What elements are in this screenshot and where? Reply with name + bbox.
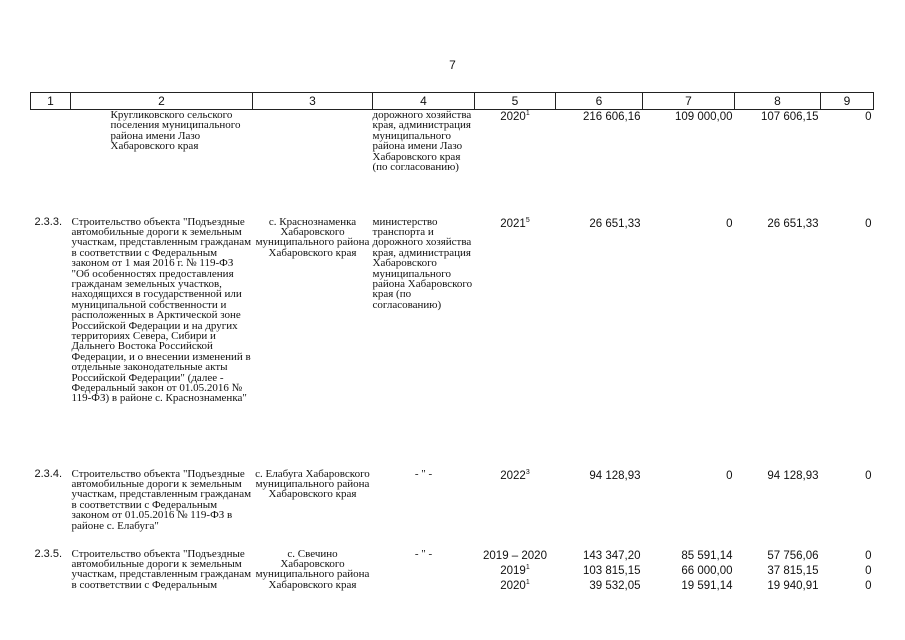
regional-amount: 94 128,93: [767, 469, 819, 482]
executor: дорожного хозяйства края, администрация муниципального района имени Лазо Хабаровского края (по согласованию): [372, 109, 472, 174]
year-cell: [475, 549, 556, 609]
total-amount: 94 128,93: [589, 469, 641, 482]
total-period: 143 347,20: [582, 549, 641, 562]
column-header-6: 6: [556, 93, 643, 110]
column-header-1: 1: [31, 93, 71, 110]
location: с. Свечино Хабаровского муниципального района Хабаровского края: [255, 547, 370, 591]
other-2020: 0: [865, 579, 872, 592]
regional-amount: [735, 549, 821, 609]
total-2020: 39 532,05: [589, 579, 641, 592]
location: с. Краснознаменка Хабаровского муниципального района Хабаровского края: [255, 215, 370, 259]
federal-amount: [643, 549, 735, 609]
year-cell: 2021$^5$: [500, 216, 530, 230]
other-amount: 0: [865, 217, 872, 230]
measure-name: Строительство объекта "Подъездные автомобильные дороги к земельным участкам, представленным гражданам в соответствии с Федеральным: [71, 547, 252, 591]
column-header-2: 2: [71, 93, 253, 110]
total-amount: [556, 549, 643, 609]
regional-period: 57 756,06: [767, 549, 819, 562]
other-2019: 0: [865, 564, 872, 577]
measure-name: Строительство объекта "Подъездные автомобильные дороги к земельным участкам, представленным гражданам в соответствии с Федеральным законом от 1 мая 2016 г. № 119-ФЗ "Об особенностях предоставления гражданам земельных участков, находящихся в государственной или муниципальной собственности и расположенных в Арктической зоне Российской Федерации и на других территориях Севера, Сибири и Дальнего Востока Российской Федерации, и о внесении изменений в отдельные законодательные акты Российской Федерации" (далее - Федеральный закон от 01.05.2016 № 119-ФЗ) в районе с. Краснознаменка": [71, 215, 252, 405]
column-header-4: 4: [373, 93, 475, 110]
regional-2019: 37 815,15: [767, 564, 819, 577]
year-2020: 2020$^1$: [500, 578, 530, 592]
row-number: 2.3.3.: [34, 215, 63, 228]
other-period: 0: [865, 549, 872, 562]
row-number: 2.3.5.: [34, 547, 63, 560]
federal-period: 85 591,14: [681, 549, 733, 562]
table-row: [31, 549, 874, 609]
page-number: 7: [449, 58, 456, 72]
federal-amount: 109 000,00: [674, 111, 733, 123]
other-amount: 0: [865, 111, 872, 123]
year-2019: 2019$^1$: [500, 563, 530, 577]
location: [253, 110, 373, 217]
regional-amount: 107 606,15: [760, 111, 819, 123]
federal-2019: 66 000,00: [681, 564, 733, 577]
year-cell: 2022$^3$: [500, 468, 530, 482]
regional-2020: 19 940,91: [767, 579, 819, 592]
column-header-3: 3: [253, 93, 373, 110]
column-header-5: 5: [475, 93, 556, 110]
table-row: [31, 110, 874, 217]
other-amount: 0: [865, 469, 872, 482]
executor: министерство транспорта и дорожного хозяйства края, администрация Хабаровского муниципального района Хабаровского края (по согласованию): [372, 215, 473, 311]
year-cell: 2020$^1$: [500, 110, 530, 123]
measure-name: Кругликовского сельского поселения муниципального района имени Лазо Хабаровского края: [110, 109, 241, 153]
table-row: [31, 217, 874, 469]
federal-2020: 19 591,14: [681, 579, 733, 592]
other-amount: [821, 549, 874, 609]
federal-amount: 0: [726, 469, 733, 482]
federal-amount: 0: [726, 217, 733, 230]
total-2019: 103 815,15: [582, 564, 641, 577]
table-row: [31, 469, 874, 549]
location: с. Елабуга Хабаровского муниципального района Хабаровского края: [255, 467, 370, 501]
row-number: [31, 110, 71, 217]
total-amount: 26 651,33: [589, 217, 641, 230]
executor: - " -: [414, 547, 433, 560]
year-period: 2019 – 2020: [483, 549, 547, 562]
program-measures-table: [30, 92, 874, 609]
regional-amount: 26 651,33: [767, 217, 819, 230]
row-number: 2.3.4.: [34, 467, 63, 480]
column-header-9: 9: [821, 93, 874, 110]
executor: - " -: [414, 467, 433, 480]
total-amount: 216 606,16: [582, 111, 641, 123]
column-header-7: 7: [643, 93, 735, 110]
measure-name: Строительство объекта "Подъездные автомобильные дороги к земельным участкам, представленным гражданам в соответствии с Федеральным законом от 01.05.2016 № 119-ФЗ в районе с. Елабуга": [71, 467, 252, 532]
column-number-header-row: [31, 93, 874, 110]
column-header-8: 8: [735, 93, 821, 110]
